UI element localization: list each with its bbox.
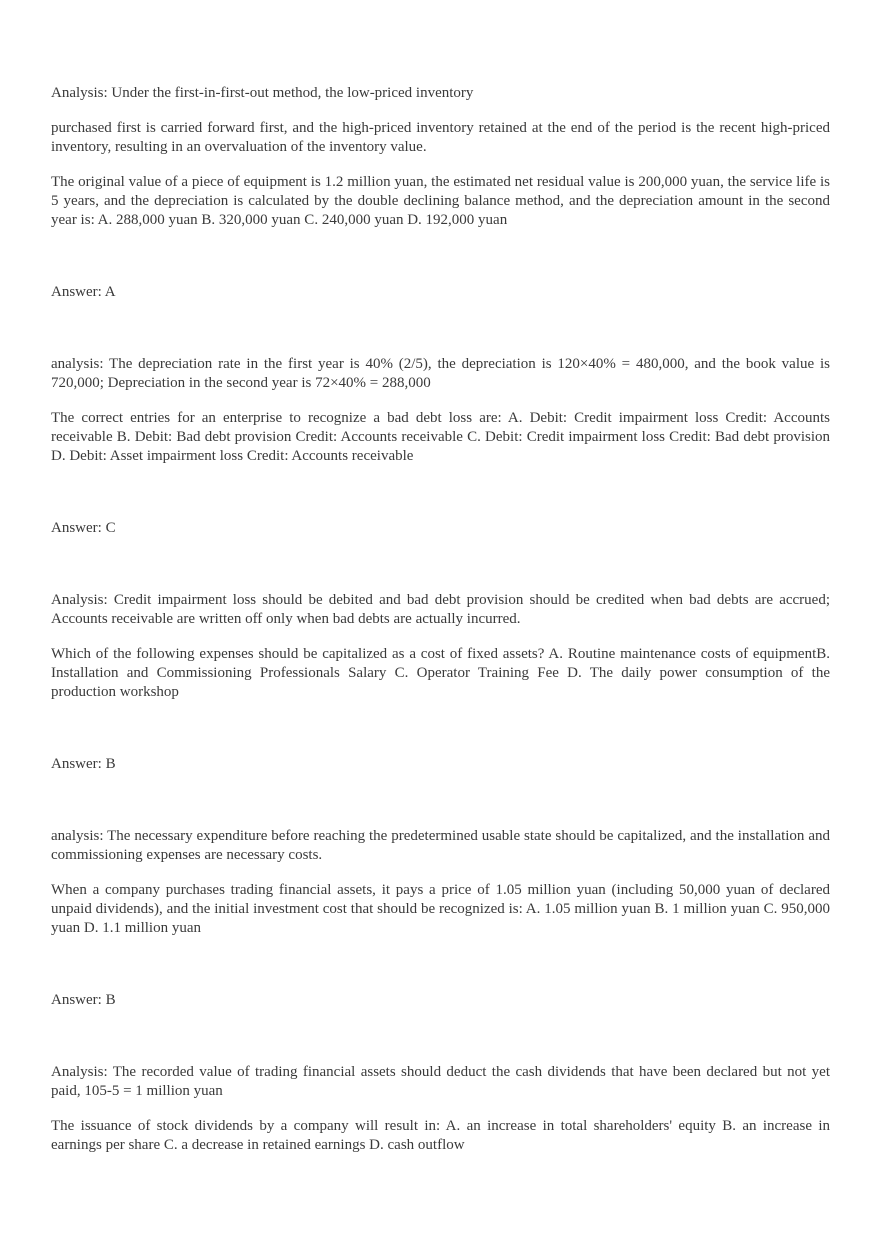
answer-line: Answer: B [51,756,116,772]
analysis-paragraph: Analysis: Under the first-in-first-out method, the low-priced inventory [51,85,474,101]
analysis-paragraph: purchased first is carried forward first, and the high-priced inventory retained at the end of the period is the recent high-priced inventory, resulting in an overvaluation of the inventory value. [51,120,830,155]
answer-line: Answer: B [51,992,116,1008]
question-paragraph: The issuance of stock dividends by a company will result in: A. an increase in total shareholders' equity B. an increase in earnings per share C. a decrease in retained earnings D. cash outflow [51,1118,830,1153]
analysis-paragraph: analysis: The necessary expenditure before reaching the predetermined usable state should be capitalized, and the installation and commissioning expenses are necessary costs. [51,828,830,863]
document-page [51,84,830,1155]
question-paragraph: The original value of a piece of equipment is 1.2 million yuan, the estimated net residual value is 200,000 yuan, the service life is 5 years, and the depreciation is calculated by the double declining balance method, and the depreciation amount in the second year is: A. 288,000 yuan B. 320,000 yuan C. 240,000 yuan D. 192,000 yuan [51,174,830,228]
question-paragraph: Which of the following expenses should be capitalized as a cost of fixed assets? A. Routine maintenance costs of equipmentB. Installation and Commissioning Professionals Salary C. Operator Training Fee D. The daily power consumption of the production workshop [51,646,830,700]
answer-line: Answer: A [51,284,116,300]
analysis-paragraph: Analysis: The recorded value of trading financial assets should deduct the cash dividends that have been declared but not yet paid, 105-5 = 1 million yuan [51,1064,830,1099]
question-paragraph: The correct entries for an enterprise to recognize a bad debt loss are: A. Debit: Credit impairment loss Credit: Accounts receivable B. Debit: Bad debt provision Credit: Accounts receivable C. Debit: Credit impairment loss Credit: Bad debt provision D. Debit: Asset impairment loss Credit: Accounts receivable [51,410,830,464]
answer-line: Answer: C [51,520,116,536]
analysis-paragraph: Analysis: Credit impairment loss should be debited and bad debt provision should be credited when bad debts are accrued; Accounts receivable are written off only when bad debts are actually incurred. [51,592,830,627]
analysis-paragraph: analysis: The depreciation rate in the first year is 40% (2/5), the depreciation is 120×40% = 480,000, and the book value is 720,000; Depreciation in the second year is 72×40% = 288,000 [51,356,830,391]
question-paragraph: When a company purchases trading financial assets, it pays a price of 1.05 million yuan (including 50,000 yuan of declared unpaid dividends), and the initial investment cost that should be recognized is: A. 1.05 million yuan B. 1 million yuan C. 950,000 yuan D. 1.1 million yuan [51,882,830,936]
